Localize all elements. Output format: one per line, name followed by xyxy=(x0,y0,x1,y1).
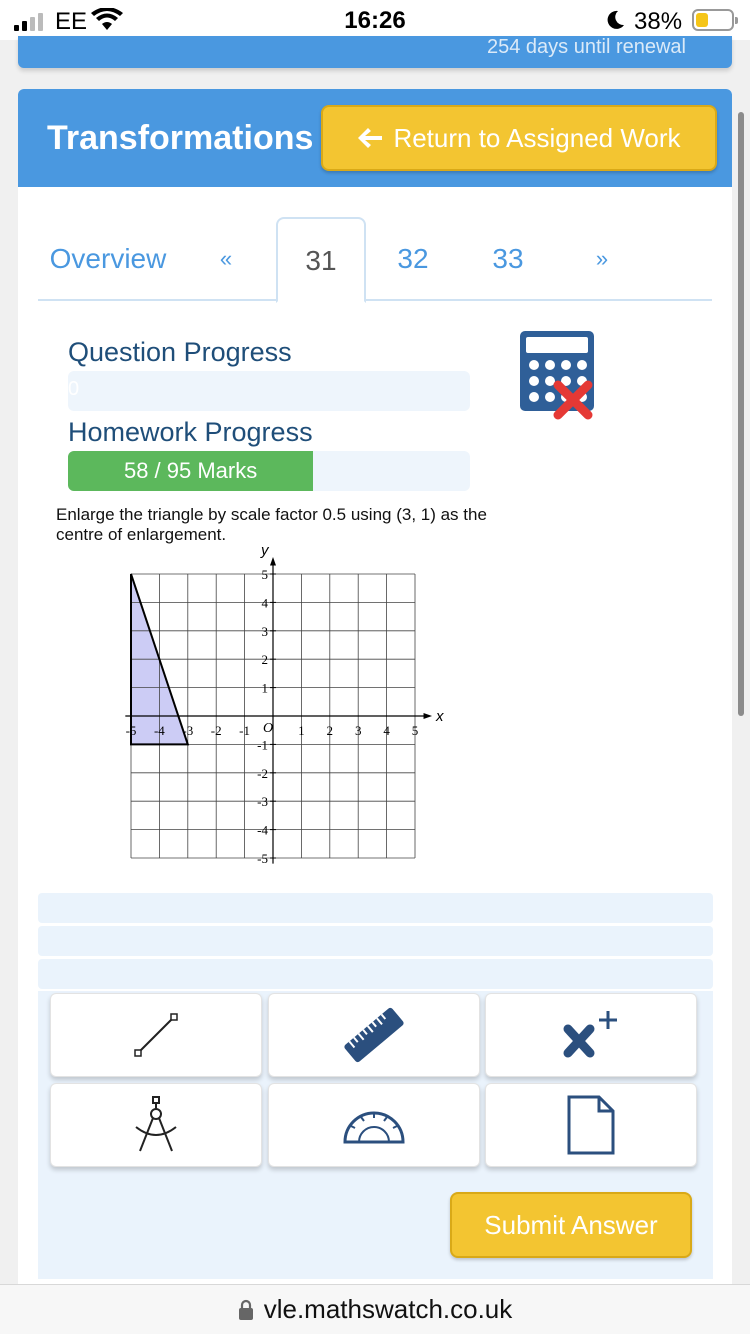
clock: 16:26 xyxy=(344,7,406,34)
y-axis-label: y xyxy=(261,544,269,559)
compass-tool-button[interactable] xyxy=(50,1083,262,1167)
x-axis-label: x xyxy=(436,708,444,725)
x-tick-label: -1 xyxy=(239,723,251,738)
question-text: Enlarge the triangle by scale factor 0.5 using (3, 1) as the centre of enlargement. xyxy=(56,505,487,544)
tab-overview[interactable]: Overview xyxy=(49,243,167,274)
renewal-text: 254 days until renewal xyxy=(486,36,686,58)
y-tick-label: 1 xyxy=(261,680,268,696)
battery-percent: 38% xyxy=(634,8,683,35)
y-tick-label: 2 xyxy=(261,652,268,668)
y-axis-arrow xyxy=(270,557,276,566)
homework-progress-bar xyxy=(68,451,470,491)
tab-previous[interactable]: « xyxy=(219,246,233,271)
x-tick-label: 1 xyxy=(298,723,305,738)
answer-row[interactable] xyxy=(38,926,713,956)
y-tick-label: -4 xyxy=(257,822,268,838)
y-tick-label: 3 xyxy=(261,623,268,639)
question-tabs xyxy=(38,217,712,301)
ruler-tool-button[interactable] xyxy=(268,993,480,1077)
x-axis-arrow xyxy=(424,713,433,719)
answer-row[interactable] xyxy=(38,959,713,989)
scrollbar[interactable] xyxy=(738,112,744,716)
tab-33[interactable]: 33 xyxy=(492,243,524,274)
battery-icon xyxy=(692,9,734,31)
question-progress-label: Question Progress xyxy=(68,337,292,367)
url-bar[interactable] xyxy=(0,1284,750,1334)
url-text: vle.mathswatch.co.uk xyxy=(263,1294,513,1324)
ruler-icon xyxy=(339,1000,409,1070)
y-tick-label: -5 xyxy=(257,851,268,864)
x-tick-label: -4 xyxy=(153,723,165,738)
blank-page-icon xyxy=(563,1093,619,1157)
lock-icon xyxy=(238,1299,254,1321)
question-progress-bar xyxy=(68,371,470,411)
y-tick-label: -1 xyxy=(257,737,268,753)
y-tick-label: -2 xyxy=(257,765,268,781)
line-tool-button[interactable] xyxy=(50,993,262,1077)
add-point-button[interactable] xyxy=(485,993,697,1077)
submit-answer-button[interactable]: Submit Answer xyxy=(450,1192,692,1258)
tab-32[interactable]: 32 xyxy=(397,243,429,274)
return-button-label: Return to Assigned Work xyxy=(393,122,681,153)
x-tick-label: 2 xyxy=(326,723,334,738)
x-tick-label: -2 xyxy=(210,723,222,738)
answer-row[interactable] xyxy=(38,893,713,923)
coordinate-grid[interactable] xyxy=(116,544,464,864)
question-progress-value: 0 xyxy=(68,378,80,400)
carrier-label: EE xyxy=(55,8,88,35)
y-tick-label: 4 xyxy=(261,595,268,611)
x-tick-label: -3 xyxy=(182,723,194,738)
homework-progress-label: Homework Progress xyxy=(68,417,313,447)
arrow-left-icon xyxy=(357,127,383,149)
x-tick-label: -5 xyxy=(125,723,137,738)
homework-progress-fill: 58 / 95 Marks xyxy=(68,451,313,491)
origin-label: O xyxy=(263,721,274,736)
tab-next[interactable]: » xyxy=(595,246,609,271)
renewal-banner xyxy=(18,36,732,68)
calculator-not-allowed-icon xyxy=(518,329,598,423)
protractor-icon xyxy=(339,1100,409,1150)
page-title: Transformations xyxy=(47,119,314,157)
new-page-button[interactable] xyxy=(485,1083,697,1167)
y-tick-label: -3 xyxy=(257,794,268,810)
tab-31[interactable]: 31 xyxy=(276,217,366,303)
panel-header xyxy=(18,89,732,187)
x-tick-label: 3 xyxy=(354,723,362,738)
add-cross-icon xyxy=(556,1005,626,1065)
question-panel xyxy=(18,89,732,1284)
x-tick-label: 5 xyxy=(411,723,419,738)
status-bar xyxy=(0,0,750,40)
return-to-assigned-work-button[interactable] xyxy=(321,105,717,171)
compass-icon xyxy=(126,1093,186,1157)
y-tick-label: 5 xyxy=(261,567,268,582)
protractor-tool-button[interactable] xyxy=(268,1083,480,1167)
moon-icon xyxy=(604,9,626,31)
x-tick-label: 4 xyxy=(383,723,390,738)
line-tool-icon xyxy=(126,1005,186,1065)
